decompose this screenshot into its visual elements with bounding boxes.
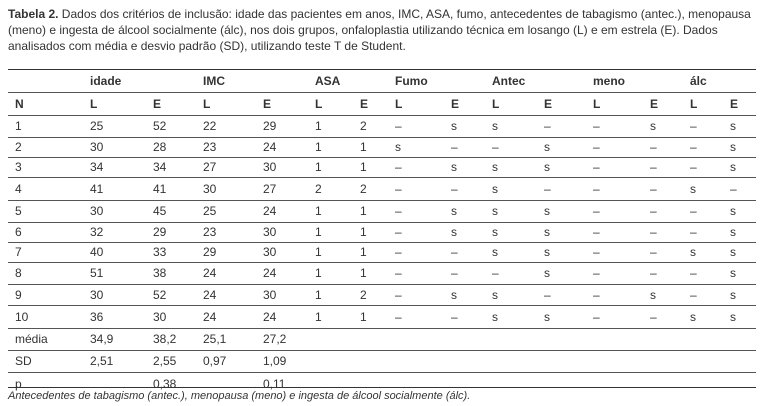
table-cell: – bbox=[593, 182, 600, 196]
table-row bbox=[8, 222, 756, 242]
table-cell: Antec bbox=[492, 74, 526, 88]
table-cell: s bbox=[492, 245, 498, 259]
table-cell: 52 bbox=[153, 119, 167, 133]
table-cell: – bbox=[395, 182, 402, 196]
table-group-header bbox=[8, 69, 756, 92]
table-row bbox=[8, 305, 756, 328]
table-cell: – bbox=[650, 310, 657, 324]
table-cell: 10 bbox=[15, 310, 29, 324]
table-cell: 29 bbox=[203, 245, 217, 259]
table-cell: 25 bbox=[203, 204, 217, 218]
table-cell: 1 bbox=[315, 310, 322, 324]
table-cell: 23 bbox=[203, 140, 217, 154]
table-cell: – bbox=[395, 266, 402, 280]
table-cell: s bbox=[730, 160, 736, 174]
table-cell: 2 bbox=[360, 288, 367, 302]
table-footnote: Antecedentes de tabagismo (antec.), menopausa (meno) e ingesta de álcool socialmente (álc). bbox=[8, 390, 471, 402]
table-cell: 24 bbox=[263, 204, 277, 218]
table-cell: – bbox=[650, 245, 657, 259]
table-cell: – bbox=[395, 160, 402, 174]
table-cell: – bbox=[650, 266, 657, 280]
table-cell: 4 bbox=[15, 182, 22, 196]
table-cell: 41 bbox=[153, 182, 167, 196]
criteria-table bbox=[8, 69, 756, 395]
table-cell: 30 bbox=[263, 225, 277, 239]
table-cell: 27 bbox=[263, 182, 277, 196]
table-cell: – bbox=[593, 160, 600, 174]
table-cell: 25 bbox=[90, 119, 104, 133]
table-cell: p bbox=[15, 377, 22, 391]
table-cell: 1 bbox=[360, 266, 367, 280]
table-cell: s bbox=[492, 182, 498, 196]
table-cell: s bbox=[395, 140, 401, 154]
table-cell: 24 bbox=[203, 288, 217, 302]
table-cell: álc bbox=[690, 74, 707, 88]
table-cell: s bbox=[544, 266, 550, 280]
table-cell: s bbox=[544, 225, 550, 239]
table-cell: 1 bbox=[315, 225, 322, 239]
table-cell: – bbox=[593, 119, 600, 133]
table-cell: s bbox=[730, 225, 736, 239]
table-cell: 29 bbox=[263, 119, 277, 133]
table-cell: s bbox=[451, 119, 457, 133]
table-cell: 22 bbox=[203, 119, 217, 133]
table-cell: 45 bbox=[153, 204, 167, 218]
table-sub-header bbox=[8, 92, 756, 115]
table-cell: s bbox=[730, 204, 736, 218]
table-cell: – bbox=[690, 266, 697, 280]
table-cell: 38,2 bbox=[153, 332, 177, 346]
table-cell: SD bbox=[15, 354, 32, 368]
table-cell: 30 bbox=[90, 288, 104, 302]
table-cell: – bbox=[593, 310, 600, 324]
table-cell: L bbox=[203, 97, 211, 111]
table-cell: 6 bbox=[15, 225, 22, 239]
table-cell: 2 bbox=[15, 140, 22, 154]
table-cell: – bbox=[451, 140, 458, 154]
caption-text: Dados dos critérios de inclusão: idade das pacientes em anos, IMC, ASA, fumo, antecedentes de tabagismo (antec.), menopausa (meno) e ingesta de álcool socialmente (álc), nos dois grupos, onfaloplastia utilizando técnica em losango (L) e em estrela (E). Dados analisados com média e desvio padrão (SD), utilizando teste T de Student. bbox=[8, 7, 751, 53]
table-cell: s bbox=[730, 266, 736, 280]
table-cell: – bbox=[593, 266, 600, 280]
table-cell: 3 bbox=[15, 160, 22, 174]
table-cell: 41 bbox=[90, 182, 104, 196]
table-cell: s bbox=[650, 288, 656, 302]
table-cell: s bbox=[492, 160, 498, 174]
table-cell: – bbox=[593, 225, 600, 239]
table-cell: s bbox=[492, 119, 498, 133]
table-cell: s bbox=[544, 204, 550, 218]
table-cell: 1 bbox=[315, 266, 322, 280]
table-cell: 2,55 bbox=[153, 354, 177, 368]
table-cell: 1 bbox=[360, 225, 367, 239]
table-cell: s bbox=[730, 310, 736, 324]
table-cell: – bbox=[544, 288, 551, 302]
table-cell: ASA bbox=[315, 74, 341, 88]
table-row bbox=[8, 200, 756, 222]
table-cell: s bbox=[544, 140, 550, 154]
table-row bbox=[8, 242, 756, 262]
table-cell: 1 bbox=[360, 160, 367, 174]
table-cell: 1 bbox=[360, 310, 367, 324]
table-row bbox=[8, 284, 756, 305]
table-cell: – bbox=[690, 204, 697, 218]
table-cell: – bbox=[650, 160, 657, 174]
table-cell: 33 bbox=[153, 245, 167, 259]
table-cell: 1 bbox=[315, 140, 322, 154]
table-cell: – bbox=[395, 204, 402, 218]
table-cell: 34 bbox=[153, 160, 167, 174]
table-cell: L bbox=[593, 97, 601, 111]
table-cell: 1,09 bbox=[263, 354, 287, 368]
table-cell: 24 bbox=[263, 140, 277, 154]
table-cell: – bbox=[593, 140, 600, 154]
table-stats-row bbox=[8, 328, 756, 350]
table-cell: s bbox=[492, 288, 498, 302]
table-cell: 1 bbox=[315, 288, 322, 302]
table-cell: s bbox=[730, 140, 736, 154]
table-cell: L bbox=[690, 97, 698, 111]
table-cell: 30 bbox=[263, 288, 277, 302]
table-row bbox=[8, 115, 756, 137]
table-cell: E bbox=[360, 97, 369, 111]
table-cell: N bbox=[15, 97, 24, 111]
table-cell: 1 bbox=[360, 204, 367, 218]
table-cell: 30 bbox=[263, 160, 277, 174]
table-cell: 2,51 bbox=[90, 354, 114, 368]
table-cell: 36 bbox=[90, 310, 104, 324]
table-cell: 27,2 bbox=[263, 332, 287, 346]
table-cell: L bbox=[492, 97, 500, 111]
table-cell: – bbox=[492, 266, 499, 280]
table-cell: 23 bbox=[203, 225, 217, 239]
table-cell: E bbox=[730, 97, 739, 111]
table-cell: – bbox=[650, 182, 657, 196]
table-cell: 0,11 bbox=[263, 377, 286, 391]
table-cell: – bbox=[544, 119, 551, 133]
table-cell: L bbox=[315, 97, 323, 111]
table-row bbox=[8, 177, 756, 200]
table-cell: 8 bbox=[15, 266, 22, 280]
table-cell: s bbox=[544, 245, 550, 259]
table-cell: – bbox=[395, 245, 402, 259]
table-stats-row bbox=[8, 350, 756, 372]
table-cell: – bbox=[690, 288, 697, 302]
table-cell: – bbox=[593, 204, 600, 218]
table-cell: 2 bbox=[315, 182, 322, 196]
table-cell: E bbox=[451, 97, 460, 111]
table-cell: E bbox=[650, 97, 659, 111]
table-cell: s bbox=[730, 119, 736, 133]
table-cell: – bbox=[650, 204, 657, 218]
table-row bbox=[8, 157, 756, 177]
table-cell: 38 bbox=[153, 266, 167, 280]
table-cell: 51 bbox=[90, 266, 104, 280]
table-cell: s bbox=[451, 204, 457, 218]
table-cell: 30 bbox=[90, 204, 104, 218]
table-cell: idade bbox=[90, 74, 122, 88]
table-cell: L bbox=[395, 97, 403, 111]
table-cell: – bbox=[395, 288, 402, 302]
table-cell: s bbox=[690, 245, 696, 259]
table-cell: 30 bbox=[263, 245, 277, 259]
table-cell: 9 bbox=[15, 288, 22, 302]
table-cell: 1 bbox=[360, 245, 367, 259]
table-cell: 1 bbox=[15, 119, 22, 133]
table-cell: 1 bbox=[315, 160, 322, 174]
table-cell: s bbox=[451, 288, 457, 302]
table-cell: s bbox=[690, 310, 696, 324]
table-row bbox=[8, 262, 756, 284]
table-cell: 24 bbox=[263, 266, 277, 280]
table-cell: – bbox=[451, 266, 458, 280]
caption-label: Tabela 2. bbox=[8, 7, 59, 21]
table-cell: 52 bbox=[153, 288, 167, 302]
table-cell: 30 bbox=[90, 140, 104, 154]
table-cell: – bbox=[730, 182, 737, 196]
table-cell: E bbox=[263, 97, 272, 111]
table-cell: s bbox=[451, 160, 457, 174]
table-cell: Fumo bbox=[395, 74, 428, 88]
table-cell: 2 bbox=[360, 182, 367, 196]
table-cell: – bbox=[690, 160, 697, 174]
table-cell: 1 bbox=[315, 204, 322, 218]
table-cell: L bbox=[90, 97, 98, 111]
table-cell: – bbox=[593, 288, 600, 302]
table-cell: s bbox=[451, 225, 457, 239]
table-cell: – bbox=[690, 225, 697, 239]
table-cell: 29 bbox=[153, 225, 167, 239]
table-row bbox=[8, 137, 756, 157]
table-cell: 24 bbox=[203, 266, 217, 280]
table-cell: 5 bbox=[15, 204, 22, 218]
table-cell: s bbox=[730, 288, 736, 302]
table-cell: meno bbox=[593, 74, 626, 88]
table-cell: s bbox=[730, 245, 736, 259]
table-cell: IMC bbox=[203, 74, 225, 88]
table-cell: s bbox=[544, 160, 550, 174]
table-cell: 1 bbox=[315, 119, 322, 133]
table-caption bbox=[8, 6, 756, 54]
table-cell: 34 bbox=[90, 160, 104, 174]
table-cell: – bbox=[650, 225, 657, 239]
table-cell: s bbox=[690, 182, 696, 196]
table-cell: E bbox=[544, 97, 553, 111]
table-cell: – bbox=[544, 182, 551, 196]
table-cell: – bbox=[650, 140, 657, 154]
table-cell: 0,97 bbox=[203, 354, 227, 368]
table-cell: – bbox=[593, 245, 600, 259]
table-cell: 24 bbox=[203, 310, 217, 324]
table-cell: – bbox=[395, 225, 402, 239]
table-cell: 32 bbox=[90, 225, 104, 239]
table-cell: 1 bbox=[360, 140, 367, 154]
table-cell: s bbox=[492, 225, 498, 239]
table-cell: s bbox=[544, 310, 550, 324]
table-cell: – bbox=[395, 119, 402, 133]
table-cell: 27 bbox=[203, 160, 217, 174]
table-cell: – bbox=[492, 140, 499, 154]
table-cell: 30 bbox=[153, 310, 167, 324]
table-cell: s bbox=[492, 204, 498, 218]
table-cell: – bbox=[451, 245, 458, 259]
table-cell: s bbox=[492, 310, 498, 324]
table-cell: média bbox=[15, 332, 48, 346]
table-cell: 40 bbox=[90, 245, 104, 259]
table-cell: 0,38 bbox=[153, 377, 177, 391]
table-cell: 24 bbox=[263, 310, 277, 324]
table-cell: E bbox=[153, 97, 162, 111]
table-cell: 34,9 bbox=[90, 332, 114, 346]
table-cell: 1 bbox=[315, 245, 322, 259]
table-cell: – bbox=[451, 310, 458, 324]
table-cell: 7 bbox=[15, 245, 22, 259]
table-cell: – bbox=[395, 310, 402, 324]
table-cell: – bbox=[690, 119, 697, 133]
table-cell: – bbox=[690, 140, 697, 154]
table-bottom-rule bbox=[8, 387, 756, 388]
table-cell: s bbox=[650, 119, 656, 133]
table-cell: – bbox=[451, 182, 458, 196]
table-cell: 2 bbox=[360, 119, 367, 133]
table-cell: 25,1 bbox=[203, 332, 227, 346]
table-cell: 30 bbox=[203, 182, 217, 196]
table-cell: 28 bbox=[153, 140, 167, 154]
